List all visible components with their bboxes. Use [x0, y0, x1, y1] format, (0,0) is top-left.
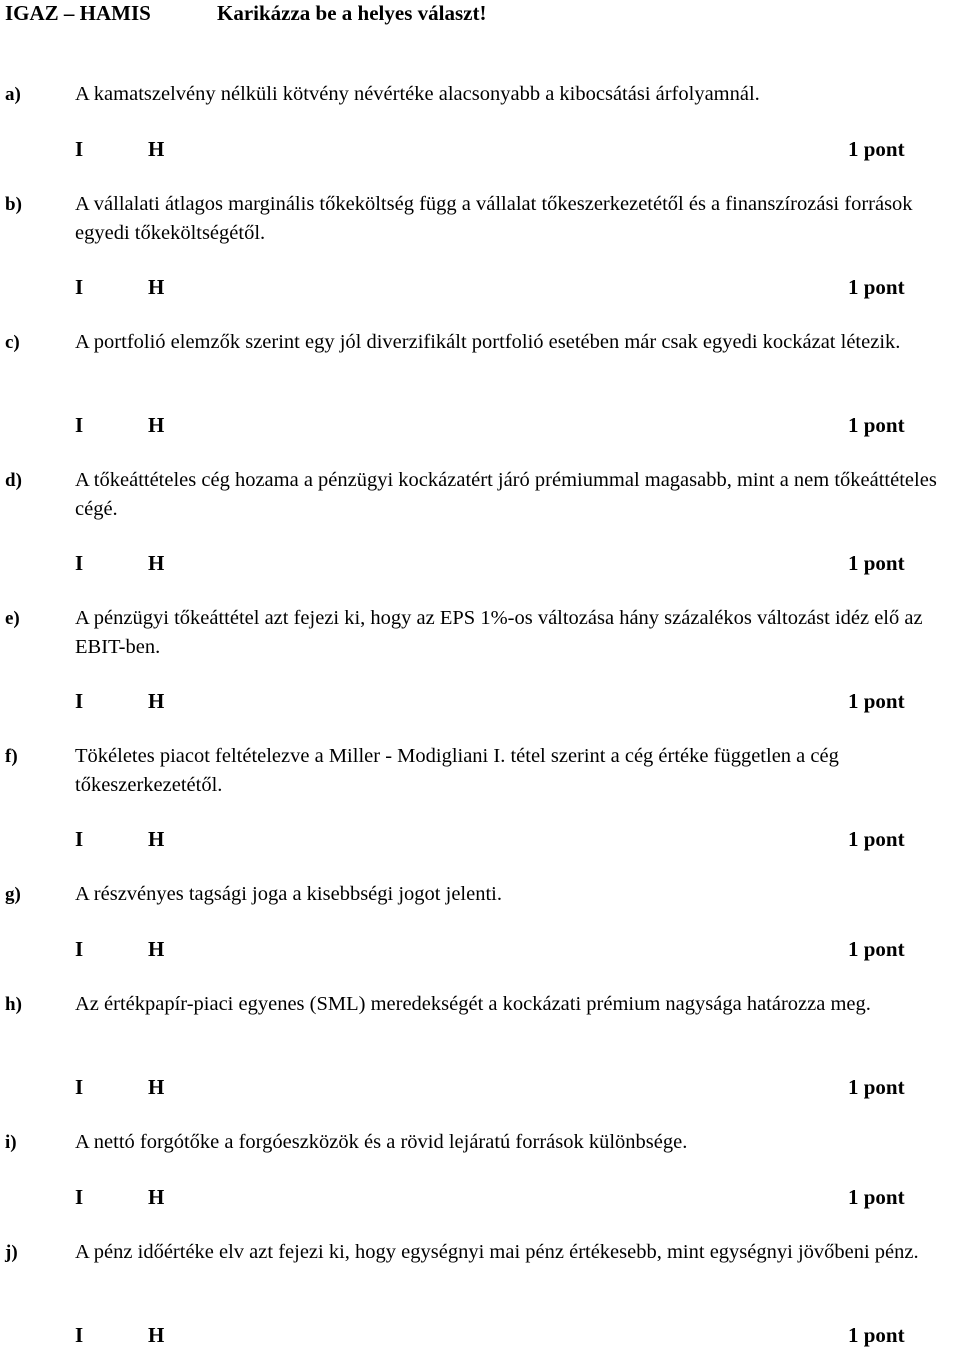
points-label: 1 pont	[848, 1075, 905, 1099]
question-text: A kamatszelvény nélküli kötvény névértéke alacsonyabb a kibocsátási árfolyamnál.	[75, 83, 760, 105]
question-text: A részvényes tagsági joga a kisebbségi jogot jelenti.	[75, 883, 502, 905]
question-label: j)	[5, 1242, 18, 1263]
answer-row-a	[0, 135, 960, 163]
answer-row-d	[0, 549, 960, 577]
option-true[interactable]: I	[75, 1323, 84, 1347]
option-false[interactable]: H	[148, 275, 165, 299]
option-true[interactable]: I	[75, 937, 84, 961]
question-text: A pénzügyi tőkeáttétel azt fejezi ki, hogy az EPS 1%-os változása hány százalékos változást idéz elő az EBIT-ben.	[75, 607, 923, 658]
option-false[interactable]: H	[148, 1323, 165, 1347]
question-label: b)	[5, 194, 22, 215]
question-label: c)	[5, 332, 20, 353]
option-true[interactable]: I	[75, 275, 84, 299]
option-true[interactable]: I	[75, 551, 84, 575]
header-instruction: Karikázza be a helyes választ!	[217, 1, 487, 25]
option-false[interactable]: H	[148, 1075, 165, 1099]
question-text: A portfolió elemzők szerint egy jól diverzifikált portfolió esetében már csak egyedi kockázat létezik.	[75, 331, 901, 353]
points-label: 1 pont	[848, 275, 905, 299]
answer-row-j	[0, 1321, 960, 1349]
question-text: A nettó forgótőke a forgóeszközök és a rövid lejáratú források különbsége.	[75, 1131, 688, 1153]
question-text: A vállalati átlagos marginális tőkeköltség függ a vállalat tőkeszerkezetétől és a finanszírozási források egyedi tőkeköltségétől.	[75, 193, 913, 244]
option-false[interactable]: H	[148, 413, 165, 437]
option-true[interactable]: I	[75, 689, 84, 713]
points-label: 1 pont	[848, 827, 905, 851]
answer-row-f	[0, 825, 960, 853]
option-false[interactable]: H	[148, 1185, 165, 1209]
answer-row-e	[0, 687, 960, 715]
option-true[interactable]: I	[75, 137, 84, 161]
option-true[interactable]: I	[75, 413, 84, 437]
question-text: Tökéletes piacot feltételezve a Miller - Modigliani I. tétel szerint a cég értéke független a cég tőkeszerkezetétől.	[75, 745, 839, 796]
question-label: d)	[5, 470, 22, 491]
question-text: Az értékpapír-piaci egyenes (SML) meredekségét a kockázati prémium nagysága határozza meg.	[75, 993, 871, 1015]
question-text: A tőkeáttételes cég hozama a pénzügyi kockázatért járó prémiummal magasabb, mint a nem tőkeáttételes cégé.	[75, 469, 937, 520]
answer-row-c	[0, 411, 960, 439]
answer-row-g	[0, 935, 960, 963]
option-false[interactable]: H	[148, 551, 165, 575]
option-true[interactable]: I	[75, 1185, 84, 1209]
option-false[interactable]: H	[148, 689, 165, 713]
option-false[interactable]: H	[148, 827, 165, 851]
question-label: f)	[5, 746, 18, 767]
header-title-true-false: IGAZ – HAMIS	[5, 1, 151, 25]
question-label: a)	[5, 84, 21, 105]
points-label: 1 pont	[848, 137, 905, 161]
points-label: 1 pont	[848, 1185, 905, 1209]
question-label: i)	[5, 1132, 17, 1153]
points-label: 1 pont	[848, 551, 905, 575]
question-label: h)	[5, 994, 22, 1015]
option-true[interactable]: I	[75, 827, 84, 851]
question-text: A pénz időértéke elv azt fejezi ki, hogy egységnyi mai pénz értékesebb, mint egységnyi jövőbeni pénz.	[75, 1241, 919, 1263]
option-false[interactable]: H	[148, 937, 165, 961]
points-label: 1 pont	[848, 937, 905, 961]
answer-row-b	[0, 273, 960, 301]
points-label: 1 pont	[848, 1323, 905, 1347]
points-label: 1 pont	[848, 689, 905, 713]
option-true[interactable]: I	[75, 1075, 84, 1099]
answer-row-i	[0, 1183, 960, 1211]
question-label: g)	[5, 884, 21, 905]
question-label: e)	[5, 608, 20, 629]
option-false[interactable]: H	[148, 137, 165, 161]
answer-row-h	[0, 1073, 960, 1101]
points-label: 1 pont	[848, 413, 905, 437]
